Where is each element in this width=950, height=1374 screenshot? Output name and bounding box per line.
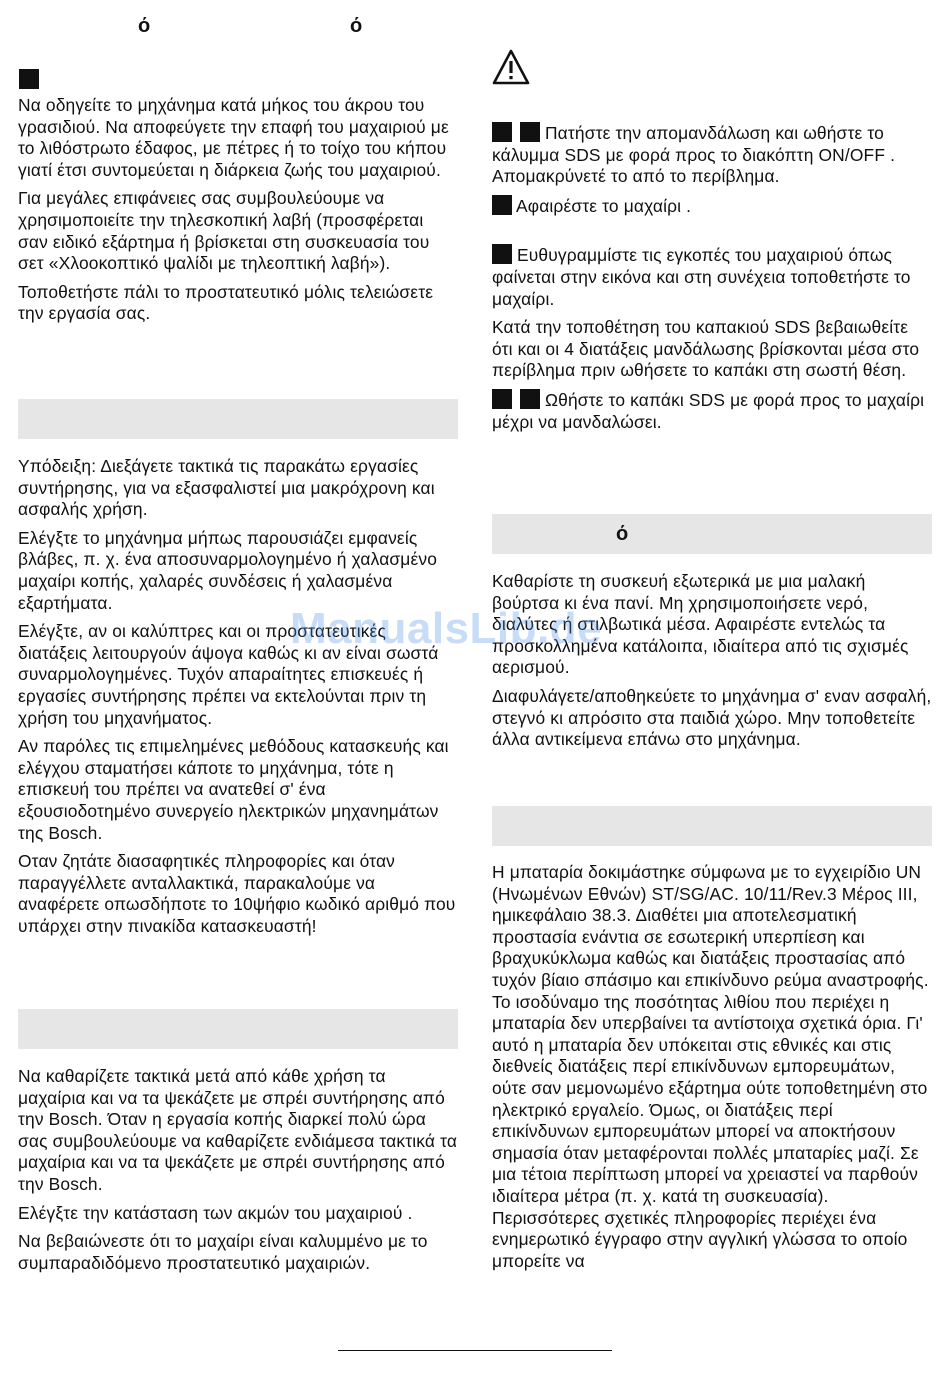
transport-section [492, 862, 932, 1272]
maintenance-paragraph-2: Ελέγξτε το μηχάνημα μήπως παρουσιάζει εμφανείς βλάβες, π. χ. ένα αποσυναρμολογημένο ή χαλασμένο μαχαίρι κοπής, χαλαρές συνδέσεις ή χαλασμένα εξαρτήματα. [18, 527, 438, 613]
step-remove-text: Αφαιρέστε το μαχαίρι . [516, 195, 692, 216]
black-square-icon [520, 122, 540, 142]
black-square-icon [492, 195, 512, 215]
section-header-blades [18, 1009, 458, 1049]
black-square-icon [492, 244, 512, 264]
warning-triangle-icon [492, 48, 530, 86]
intro-paragraph-2: Για μεγάλες επιφάνειες σας συμβουλεύουμε να χρησιμοποιείτε την τηλεσκοπική λαβή (προσφέρεται σαν ειδικό εξάρτημα ή βρίσκεται στη συσκευασία του σετ «Χλοοκοπτικό ψαλίδι με τηλεοπτική λαβή»). [18, 188, 430, 274]
black-square-icon [492, 122, 512, 142]
step-align-text: Ευθυγραμμίστε τις εγκοπές του μαχαιριού όπως φαίνεται στην εικόνα και στη συνέχεια τοποθετήστε το μαχαίρι. [492, 245, 911, 309]
black-square-icon [492, 389, 512, 409]
maintenance-paragraph-1: Υπόδειξη: Διεξάγετε τακτικά τις παρακάτω εργασίες συντήρησης, για να εξασφαλιστεί μια μακρόχρονη και ασφαλής χρήση. [18, 456, 435, 520]
section-header-glyph: ό [616, 523, 629, 545]
section-header-transport [492, 806, 932, 846]
blade-paragraph-1: Να καθαρίζετε τακτικά μετά από κάθε χρήση τα μαχαίρια και να τα ψεκάζετε με σπρέι συντήρησης από την Bosch. Όταν η εργασία κοπής διαρκεί πολύ ώρα σας συμβουλεύουμε να καθαρίζετε ενδιάμεσα τακτικά τα μαχαίρια και να τα ψεκάζετε με σπρέι συντήρησης από την Bosch. [18, 1066, 458, 1194]
watermark: ManualsLib.de [290, 604, 603, 653]
step-unlock [492, 122, 932, 188]
footer-divider [338, 1350, 612, 1351]
step-align [492, 244, 932, 310]
intro-paragraph-3: Τοποθετήστε πάλι το προστατευτικό μόλις τελειώσετε την εργασία σας. [18, 281, 434, 324]
intro-section [18, 95, 458, 325]
maintenance-paragraph-4: Αν παρόλες τις επιμελημένες μεθόδους κατασκευής και ελέγχου σταματήσει κάποτε το μηχάνημα, τότε η επισκευή του πρέπει να ανατεθεί σ' ένα εξουσιοδοτημένο συνεργείο ηλεκτρικών μηχανημάτων της Bosch. [18, 736, 449, 843]
cleaning-section [492, 571, 932, 751]
steps-section [492, 122, 932, 433]
section-header-maintenance [18, 399, 458, 439]
step-unlock-text: Πατήστε την απομανδάλωση και ωθήστε το κάλυμμα SDS με φορά προς το διακόπτη ON/OFF . Απομακρύνετέ το από το περίβλημα. [492, 123, 896, 187]
battery-paragraph: Η μπαταρία δοκιμάστηκε σύμφωνα με το εγχειρίδιο UN (Ηνωμένων Εθνών) ST/SG/AC. 10/11/Rev.3 Μέρος III, ημικεφάλαιο 38.3. Διαθέτει μια αποτελεσματική προστασία ενάντια σε εσωτερική υπερπίεση και βραχυκύκλωμα καθώς και διατάξεις προστασίας από τυχόν βίαιο σπάσιμο και επικίνδυνο ρεύμα αναστροφής. Το ισοδύναμο της ποσότητας λιθίου που περιέχει η μπαταρία δεν υπερβαίνει τα αντίστοιχα σχετικά όρια. Γι' αυτό η μπαταρία δεν υπόκειται στις εθνικές και στις διεθνείς διατάξεις περί επικίνδυνων εμπορευμάτων, ούτε σαν μεμονωμένο εξάρτημα ούτε τοποθετημένη στο ηλεκτρικό εργαλείο. Όμως, οι διατάξεις περί επικίνδυνων εμπορευμάτων μπορεί να αποκτήσουν σημασία όταν μεταφέρονται πολλές μπαταρίες μαζί. Σε μια τέτοια περίπτωση μπορεί να χρειαστεί να παρθούν ιδιαίτερα μέτρα (π. χ. κατά τη συσκευασία). Περισσότερες σχετικές πληροφορίες περιέχει ένα ενημερωτικό έγγραφο στην αγγλική γλώσσα το οποίο μπορείτε να [492, 862, 929, 1271]
section-header-cleaning [492, 514, 932, 554]
cleaning-paragraph-1: Καθαρίστε τη συσκευή εξωτερικά με μια μαλακή βούρτσα κι ένα πανί. Μη χρησιμοποιήσετε νερό, διαλύτες ή στιλβωτικά μέσα. Αφαιρέστε εντελώς τα προσκολλημένα κατάλοιπα, ιδιαίτερα από τις σχισμές αερισμού. [492, 571, 909, 678]
step-remove [492, 195, 932, 218]
step-push [492, 389, 932, 433]
maintenance-section [18, 456, 458, 937]
black-square-icon [19, 69, 39, 89]
blade-paragraph-2: Ελέγξτε την κατάσταση των ακμών του μαχαιριού . [18, 1202, 413, 1223]
black-square-icon [520, 389, 540, 409]
step-push-text: Ωθήστε το καπάκι SDS με φορά προς το μαχαίρι μέχρι να μανδαλώσει. [492, 389, 925, 432]
maintenance-paragraph-5: Οταν ζητάτε διασαφητικές πληροφορίες και όταν παραγγέλλετε ανταλλακτικά, παρακαλούμε να αναφέρετε οπωσδήποτε το 10ψήφιο κωδικό αριθμό που υπάρχει στην πινακίδα κατασκευαστή! [18, 851, 456, 936]
maintenance-paragraph-3: Ελέγξτε, αν οι καλύπτρες και οι προστατευτικές διατάξεις λειτουργούν άψογα καθώς κι αν είναι σωστά συναρμολογημένες. Τυχόν απαραίτητες επισκευές ή εργασίες συντήρησης πρέπει να εκτελούνται πριν τη χρήση του μηχανήματος. [18, 621, 439, 728]
blade-paragraph-3: Να βεβαιώνεστε ότι το μαχαίρι είναι καλυμμένο με το συμπαραδιδόμενο προστατευτικό μαχαιριών. [18, 1231, 428, 1273]
header-glyph-left: ό [138, 15, 151, 37]
header-glyph-right: ό [350, 15, 363, 37]
blade-section [18, 1066, 458, 1274]
cleaning-paragraph-2: Διαφυλάγετε/αποθηκεύετε το μηχάνημα σ' εναν ασφαλή, στεγνό κι απρόσιτο στα παιδιά χώρο. Μην τοποθετείτε άλλα αντικείμενα επάνω στο μηχάνημα. [492, 685, 932, 750]
note-sds: Κατά την τοποθέτηση του καπακιού SDS βεβαιωθείτε ότι και οι 4 διατάξεις μανδάλωσης βρίσκονται μέσα στο περίβλημα πριν ωθήσετε το καπάκι στη σωστή θέση. [492, 317, 920, 381]
intro-paragraph-1: Να οδηγείτε το μηχάνημα κατά μήκος του άκρου του γρασιδιού. Να αποφεύγετε την επαφή του μαχαιριού με το λιθόστρωτο έδαφος, με πέτρες ή το τοίχο του κήπου γιατί έτσι συντομεύεται η διάρκεια ζωής του μαχαιριού. [18, 95, 449, 180]
